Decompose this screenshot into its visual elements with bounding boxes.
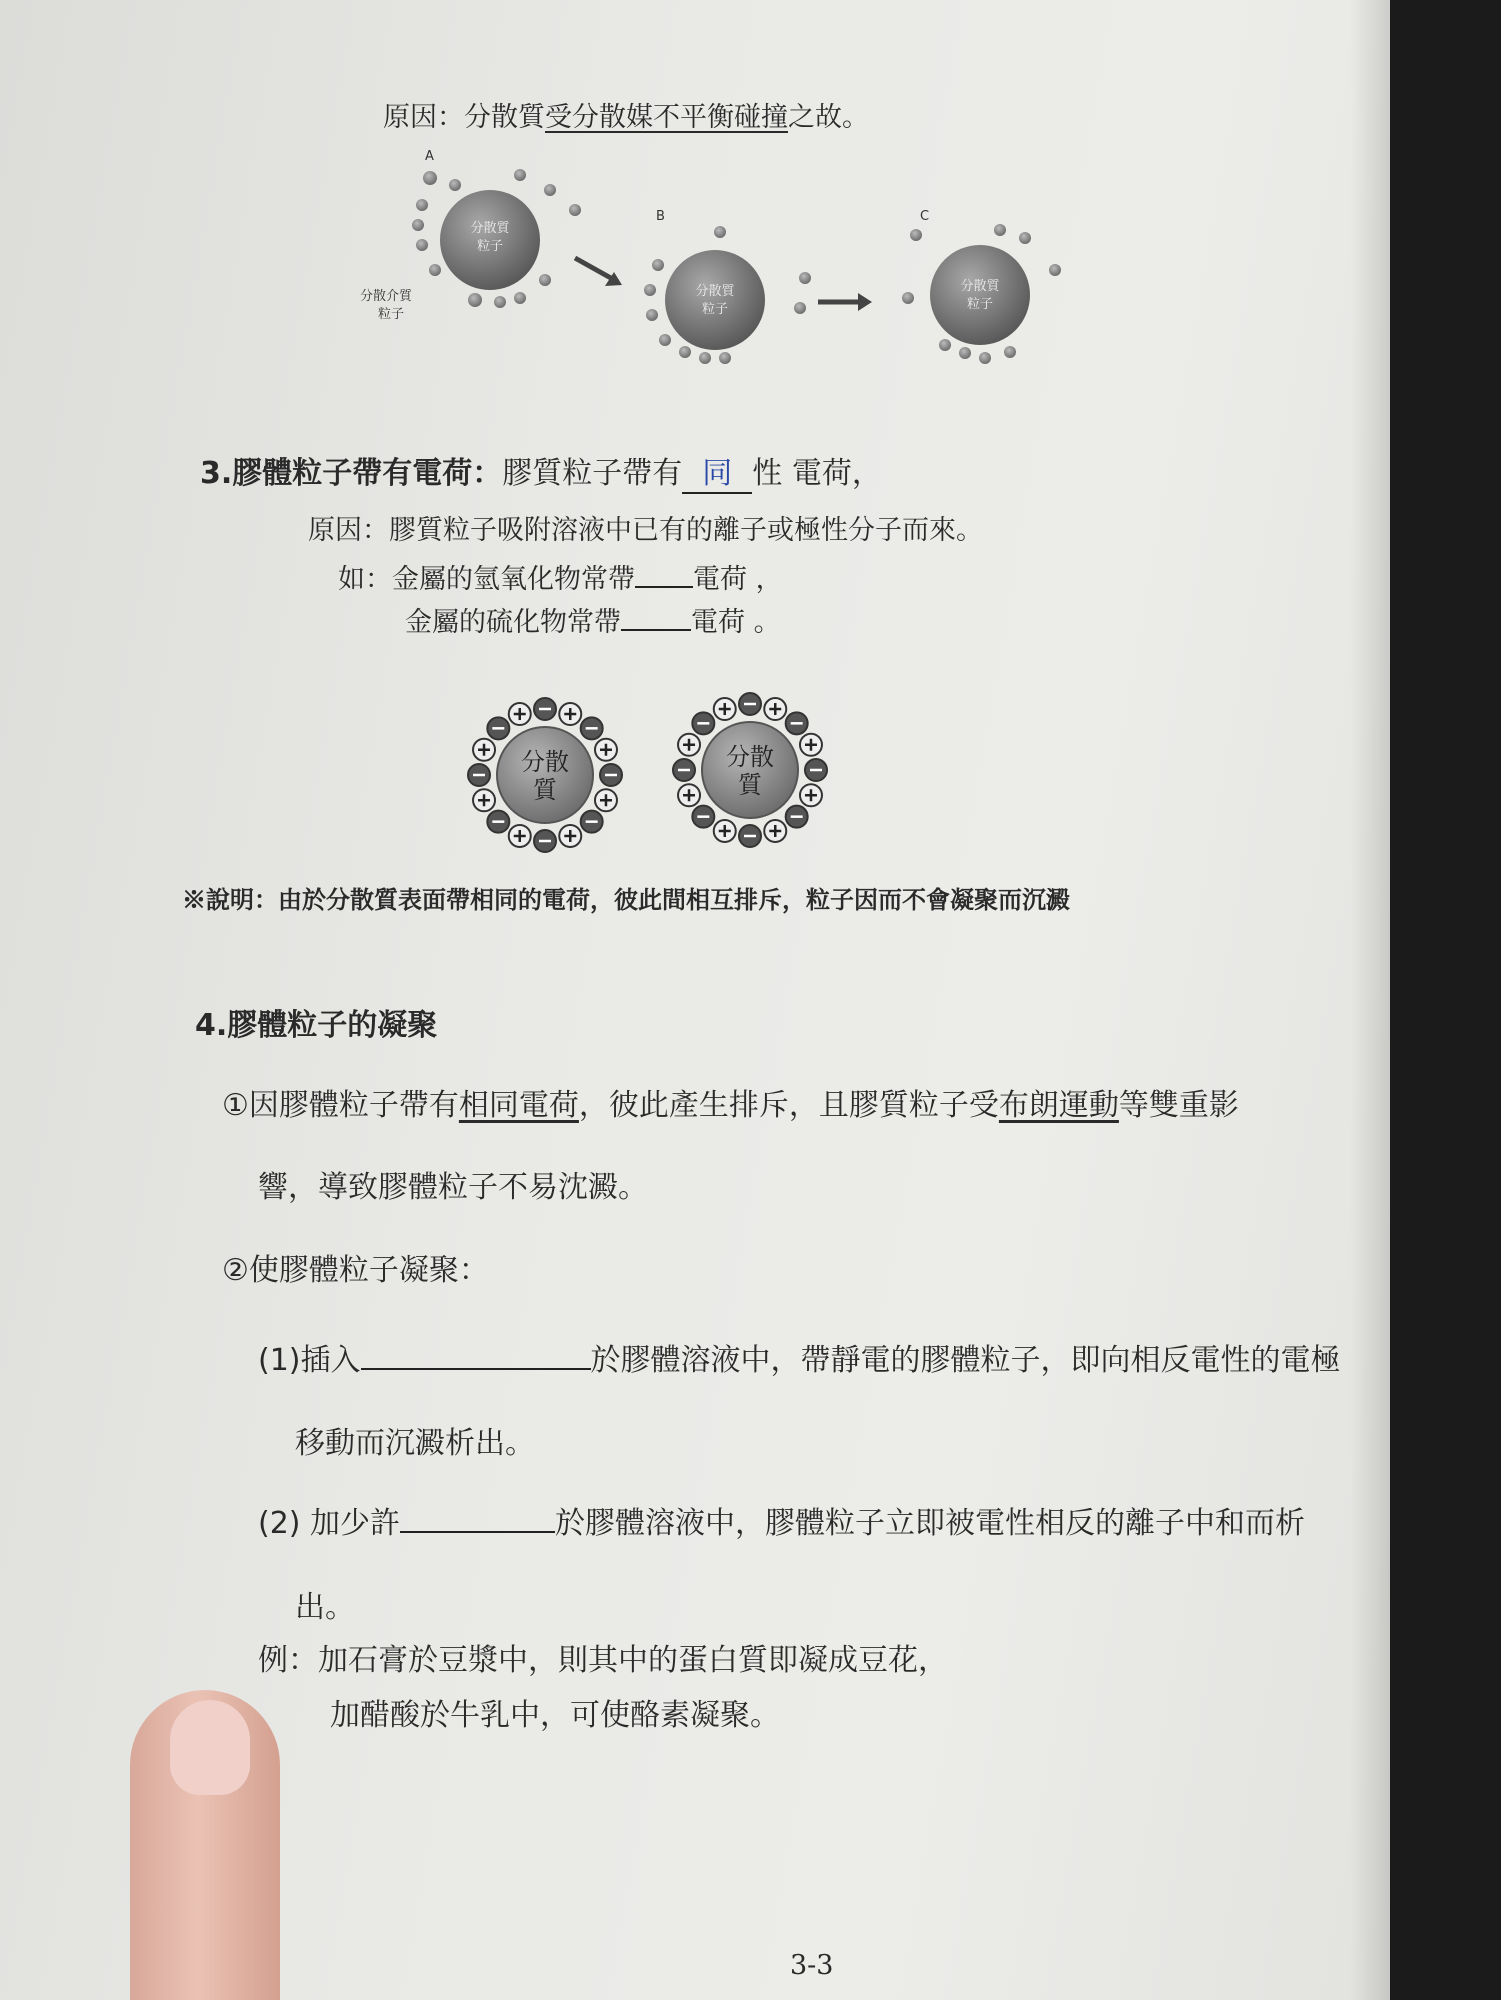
particle-c	[930, 245, 1030, 345]
particle-c-label-1: 分散質	[960, 279, 1000, 294]
sec4-sub1-line2: 移動而沉澱析出。	[295, 1426, 535, 1461]
sec4-heading: 4.膠體粒子的凝聚	[195, 1008, 438, 1043]
sec4-item1-line2: 響，導致膠體粒子不易沈澱。	[258, 1170, 648, 1205]
sec3-example1-after: 電荷 ，	[693, 564, 783, 595]
sec3-example1-blank[interactable]	[635, 586, 693, 588]
charged-particle-left-label-1: 分散	[521, 748, 569, 776]
sec3-example2-before: 金屬的硫化物常帶	[405, 607, 621, 638]
page-edge-shadow	[1350, 0, 1390, 2000]
sec3-example-line-1	[338, 557, 783, 596]
sec3-reason: 原因：膠質粒子吸附溶液中已有的離子或極性分子而來。	[308, 515, 983, 546]
brownian-motion-diagram	[360, 140, 1080, 380]
sec4-example-line2: 加醋酸於牛乳中，可使酪素凝聚。	[330, 1698, 780, 1733]
particle-b-label-1: 分散質	[695, 284, 735, 299]
particle-a-label-2: 粒子	[476, 239, 504, 254]
charged-particles-diagram	[445, 680, 845, 870]
label-c: C	[920, 209, 930, 224]
sec3-example2-after: 電荷 。	[691, 607, 781, 638]
particle-b	[665, 250, 765, 350]
brownian-cause-answer: 受分散媒不平衡碰撞	[545, 102, 788, 133]
sec3-answer: 同	[682, 448, 752, 494]
label-b: B	[656, 209, 665, 224]
sec4-item1-before: ①因膠體粒子帶有	[222, 1088, 459, 1123]
sec3-example-line-2	[405, 600, 781, 639]
sec4-sub2-after: 於膠體溶液中，膠體粒子立即被電性相反的離子中和而析	[555, 1506, 1306, 1541]
sec4-sub2-blank[interactable]	[400, 1531, 555, 1533]
sec4-sub2-before: (2) 加少許	[258, 1506, 401, 1541]
particle-b-label-2: 粒子	[701, 302, 729, 317]
sec4-item1-answer1: 相同電荷	[458, 1088, 579, 1123]
sec3-example-prefix: 如：	[338, 564, 392, 595]
sec4-item1-line1	[222, 1080, 1239, 1124]
sec3-example1-before: 金屬的氫氧化物常帶	[392, 564, 635, 595]
sec3-text-after: 性 電荷，	[752, 456, 882, 491]
sec4-sub1-line1	[258, 1335, 1341, 1379]
brownian-cause-line	[383, 95, 869, 134]
sec4-sub2-line1	[258, 1498, 1305, 1542]
charged-particle-left-label-2: 質	[533, 776, 557, 804]
sec4-item1-mid: ，彼此產生排斥，且膠質粒子受	[578, 1088, 999, 1123]
medium-label-1: 分散介質	[360, 289, 413, 304]
arrow-b-c-head	[858, 293, 872, 311]
sec3-example2-blank[interactable]	[621, 629, 691, 631]
medium-label-2: 粒子	[378, 307, 405, 322]
brownian-cause-prefix: 原因：分散質	[383, 102, 545, 133]
charged-particle-right-label-1: 分散	[726, 743, 774, 771]
charged-particle-right-label-2: 質	[738, 771, 762, 799]
sec3-heading: 3.膠體粒子帶有電荷：	[200, 456, 503, 491]
page-number: 3-3	[790, 1950, 834, 1981]
sec4-item2: ②使膠體粒子凝聚：	[222, 1253, 489, 1288]
sec3-text-before: 膠質粒子帶有	[502, 456, 683, 491]
fingernail	[170, 1700, 250, 1795]
sec4-item1-after: 等雙重影	[1118, 1088, 1239, 1123]
particle-c-label-2: 粒子	[966, 297, 994, 312]
sec4-example-line1: 例：加石膏於豆漿中，則其中的蛋白質即凝成豆花，	[258, 1643, 948, 1678]
sec4-sub1-blank[interactable]	[361, 1368, 591, 1370]
sec4-sub2-line2: 出。	[295, 1590, 355, 1625]
label-a: A	[425, 149, 434, 164]
brownian-cause-suffix: 之故。	[788, 102, 869, 133]
sec4-sub1-after: 於膠體溶液中，帶靜電的膠體粒子，即向相反電性的電極	[590, 1343, 1341, 1378]
particle-a-label-1: 分散質	[470, 221, 510, 236]
sec3-note: ※說明：由於分散質表面帶相同的電荷，彼此間相互排斥，粒子因而不會凝聚而沉澱	[182, 885, 1070, 914]
sec3-heading-line	[200, 448, 882, 494]
sec4-sub1-before: (1)插入	[258, 1343, 361, 1378]
sec4-item1-answer2: 布朗運動	[998, 1088, 1119, 1123]
